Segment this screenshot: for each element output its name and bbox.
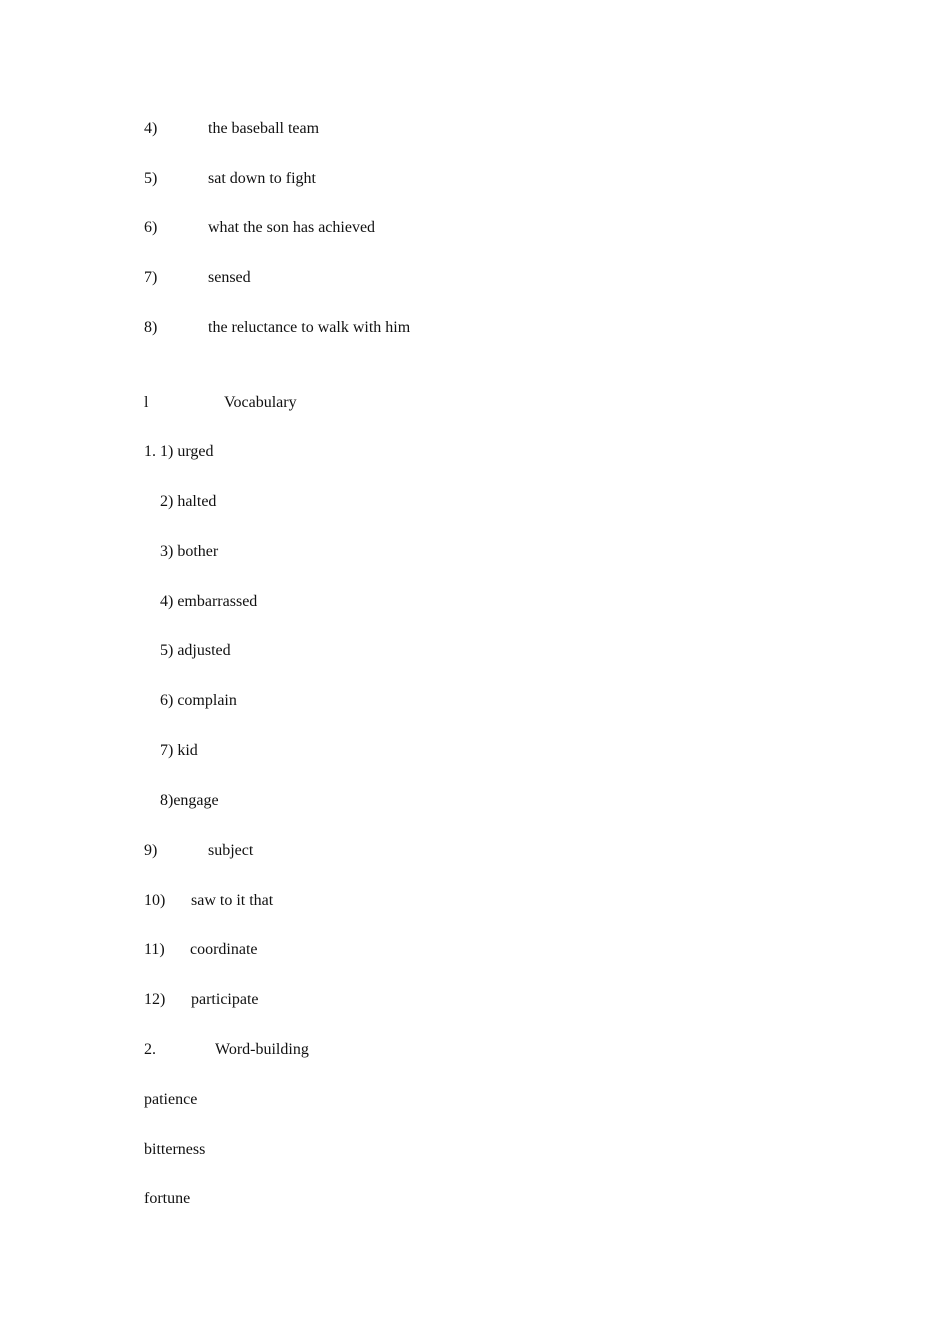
word-item: patience <box>144 1091 198 1108</box>
item-text: subject <box>208 842 254 859</box>
item-text: saw to it that <box>191 892 274 909</box>
item-text: participate <box>191 991 259 1008</box>
item-text: the reluctance to walk with him <box>208 319 411 336</box>
item-text: coordinate <box>190 941 258 958</box>
item-number: 11) <box>144 941 165 958</box>
item-number: 7) <box>144 269 158 286</box>
item-number: 8) <box>144 319 158 336</box>
exercise-item: 8)engage <box>160 792 219 809</box>
word-item: bitterness <box>144 1141 206 1158</box>
section-number: 2. <box>144 1041 156 1058</box>
item-number: 10) <box>144 892 166 909</box>
exercise-item: 7) kid <box>160 742 198 759</box>
item-text: sensed <box>208 269 251 286</box>
exercise-item: 6) complain <box>160 692 237 709</box>
item-number: 5) <box>144 170 158 187</box>
exercise-item: 2) halted <box>160 493 217 510</box>
item-number: 6) <box>144 219 158 236</box>
section-title: Vocabulary <box>224 394 297 411</box>
section-number: l <box>144 394 149 411</box>
exercise-item: 3) bother <box>160 543 219 560</box>
item-text: the baseball team <box>208 120 320 137</box>
item-text: what the son has achieved <box>208 219 376 236</box>
item-number: 12) <box>144 991 166 1008</box>
exercise-item: 5) adjusted <box>160 642 231 659</box>
section-title: Word-building <box>215 1041 309 1058</box>
item-number: 9) <box>144 842 158 859</box>
exercise-item: 4) embarrassed <box>160 593 258 610</box>
item-text: sat down to fight <box>208 170 316 187</box>
exercise-first-item: 1. 1) urged <box>144 443 214 460</box>
item-number: 4) <box>144 120 158 137</box>
word-item: fortune <box>144 1190 191 1207</box>
